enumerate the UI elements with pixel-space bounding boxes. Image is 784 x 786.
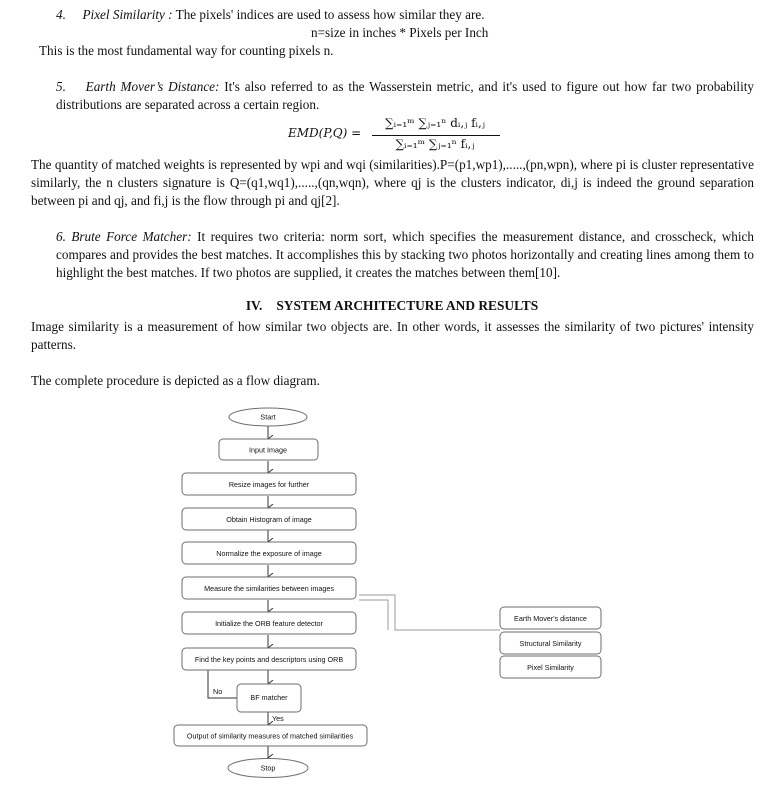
flow-side-pixel <box>500 656 601 678</box>
flow-output <box>174 725 367 746</box>
item5-number: 5. <box>56 79 66 94</box>
flow-side-pixel-label: Pixel Similarity <box>527 663 574 672</box>
flow-side-structural <box>500 632 601 654</box>
section-title: SYSTEM ARCHITECTURE AND RESULTS <box>276 298 539 313</box>
emd-lhs: EMD(P,Q) = <box>288 126 362 140</box>
item4-text: The pixels' indices are used to assess how similar they are. <box>172 7 485 22</box>
flow-orb-label: Initialize the ORB feature detector <box>215 619 323 628</box>
item5-text: It's also referred to as the Wasserstein metric, and it's used to figure out how far two probability distributions are separated across a certain region. <box>56 79 754 112</box>
emd-denominator: ∑ᵢ₌₁ᵐ ∑ⱼ₌₁ⁿ fᵢ,ⱼ <box>395 137 475 151</box>
flow-bf-label: BF matcher <box>250 693 288 702</box>
item4-formula: n=size in inches * Pixels per Inch <box>311 25 489 40</box>
flow-resize <box>182 473 356 495</box>
item6-text: It requires two criteria: norm sort, which specifies the measurement distance, and crosscheck, which compares and provides the best matches. It accomplishes this by stacking two photos horizontally and creating lines among them to highlight the best matches. If two photos are supplied, it creates the matches between them[10]. <box>56 229 754 280</box>
section-number: IV. <box>245 298 263 313</box>
item4-note: This is the most fundamental way for counting pixels n. <box>39 43 334 58</box>
item5-title: Earth Mover’s Distance: <box>85 79 220 94</box>
flow-yes-label: Yes <box>272 714 284 723</box>
flow-normalize-label: Normalize the exposure of image <box>216 549 322 558</box>
flow-start <box>229 408 307 426</box>
flow-histogram <box>182 508 356 530</box>
flow-input-label: Input Image <box>249 445 287 455</box>
flow-keypoints-label: Find the key points and descriptors using ORB <box>194 655 344 664</box>
emd-numerator: ∑ᵢ₌₁ᵐ ∑ⱼ₌₁ⁿ dᵢ,ⱼ fᵢ,ⱼ <box>385 116 485 130</box>
section-para1: Image similarity is a measurement of how similar two objects are. In other words, it assesses the similarity of two pictures' intensity patterns. <box>31 319 754 352</box>
flow-measure <box>182 577 356 599</box>
flow-side-emd <box>500 607 601 629</box>
flow-measure-label: Measure the similarities between images <box>204 584 334 593</box>
flow-side-emd-label: Earth Mover's distance <box>514 614 587 623</box>
section-para2: The complete procedure is depicted as a flow diagram. <box>31 373 320 388</box>
flow-orb <box>182 612 356 634</box>
flow-no-label: No <box>213 687 223 696</box>
flow-normalize <box>182 542 356 564</box>
flow-stop-label: Stop <box>260 763 276 773</box>
flow-stop <box>228 759 308 778</box>
flow-keypoints <box>182 648 356 670</box>
item4-number: 4. <box>56 7 66 22</box>
item4-title: Pixel Similarity : <box>82 7 173 22</box>
flow-input <box>219 439 318 460</box>
flow-output-label: Output of similarity measures of matched similarities <box>186 731 354 741</box>
item5-explanation: The quantity of matched weights is represented by wpi and wqi (similarities).P=(p1,wp1),.....,(pn,wpn), where pi is cluster representative similarly, the n clusters signature is Q=(q1,wq1),.....,(qn,wqn), where qj is the clusters indicator, di,j is indeed the ground separation between pi and qj, and fi,j is the flow through pi and qj[2]. <box>31 157 754 208</box>
flow-histogram-label: Obtain Histogram of image <box>226 515 312 524</box>
flow-side-structural-label: Structural Similarity <box>519 639 582 648</box>
item6-title: 6. Brute Force Matcher: <box>56 229 192 244</box>
flow-start-label: Start <box>260 412 276 422</box>
flow-bf <box>237 684 301 712</box>
flow-resize-label: Resize images for further <box>228 480 310 489</box>
